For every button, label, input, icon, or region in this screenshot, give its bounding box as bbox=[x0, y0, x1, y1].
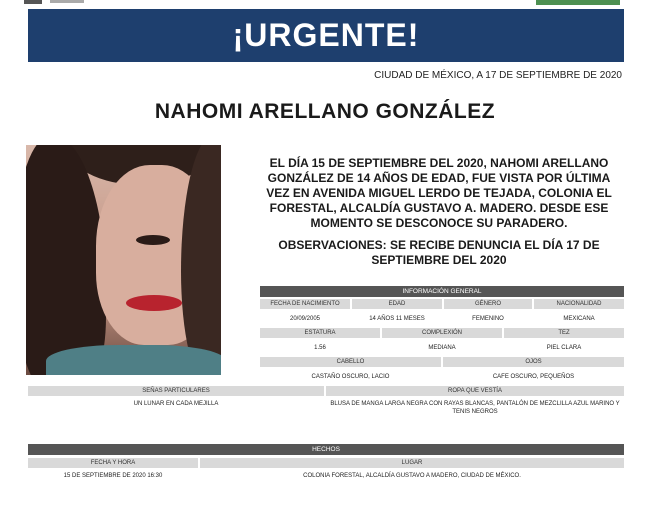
top-logo-strip bbox=[0, 0, 650, 8]
label-clothing: ROPA QUE VESTÍA bbox=[326, 386, 624, 396]
label-datetime: FECHA Y HORA bbox=[28, 458, 198, 468]
person-name: NAHOMI ARELLANO GONZÁLEZ bbox=[154, 100, 496, 123]
label-birthdate: FECHA DE NACIMIENTO bbox=[260, 299, 350, 309]
facts-header: HECHOS bbox=[28, 444, 624, 455]
government-logo bbox=[24, 0, 84, 4]
label-skin: TEZ bbox=[504, 328, 624, 338]
label-build: COMPLEXIÓN bbox=[382, 328, 502, 338]
value-build: MEDIANA bbox=[428, 345, 456, 351]
general-info-header: INFORMACIÓN GENERAL bbox=[260, 286, 624, 297]
value-skin: PIEL CLARA bbox=[546, 345, 582, 351]
label-eyes: OJOS bbox=[443, 357, 624, 367]
value-age: 14 AÑOS 11 MESES bbox=[369, 316, 425, 322]
value-eyes: CAFE OSCURO, PEQUEÑOS bbox=[492, 374, 575, 380]
value-hair: CASTAÑO OSCURO, LACIO bbox=[311, 374, 390, 380]
dateline: CIUDAD DE MÉXICO, A 17 DE SEPTIEMBRE DE 2020 bbox=[374, 70, 622, 81]
value-particular-signs: UN LUNAR EN CADA MEJILLA bbox=[133, 401, 219, 407]
label-particular-signs: SEÑAS PARTICULARES bbox=[28, 386, 324, 396]
banner-title: ¡URGENTE! bbox=[232, 17, 420, 53]
value-nationality: MEXICANA bbox=[563, 316, 595, 322]
label-height: ESTATURA bbox=[260, 328, 380, 338]
city-logo bbox=[536, 0, 620, 5]
value-place: COLONIA FORESTAL, ALCALDÍA GUSTAVO A MADERO, CIUDAD DE MÉXICO. bbox=[303, 473, 521, 479]
label-place: LUGAR bbox=[200, 458, 624, 468]
value-birthdate: 20/09/2005 bbox=[289, 316, 321, 322]
value-gender: FEMENINO bbox=[472, 316, 504, 322]
observations-text: OBSERVACIONES: SE RECIBE DENUNCIA EL DÍA 17 DE SEPTIEMBRE DEL 2020 bbox=[278, 238, 600, 267]
label-age: EDAD bbox=[352, 299, 442, 309]
urgent-banner bbox=[28, 9, 624, 62]
description-text: EL DÍA 15 DE SEPTIEMBRE DEL 2020, NAHOMI ARELLANO GONZÁLEZ DE 14 AÑOS DE EDAD, FUE VISTA POR ÚLTIMA VEZ EN AVENIDA MIGUEL LERDO DE TEJADA, COLONIA EL FORESTAL, ALCALDÍA GUSTAVO A. MADERO. DESDE ESE MOMENTO SE DESCONOCE SU PARADERO. bbox=[266, 156, 612, 230]
value-datetime: 15 DE SEPTIEMBRE DE 2020 16:30 bbox=[63, 473, 163, 479]
value-clothing: BLUSA DE MANGA LARGA NEGRA CON RAYAS BLANCAS, PANTALÓN DE MEZCLILLA AZUL MARINO Y TENIS NEGROS bbox=[330, 401, 620, 415]
label-hair: CABELLO bbox=[260, 357, 441, 367]
label-gender: GÉNERO bbox=[444, 299, 532, 309]
missing-person-photo bbox=[26, 145, 221, 375]
value-height: 1.56 bbox=[314, 345, 326, 351]
label-nationality: NACIONALIDAD bbox=[534, 299, 624, 309]
